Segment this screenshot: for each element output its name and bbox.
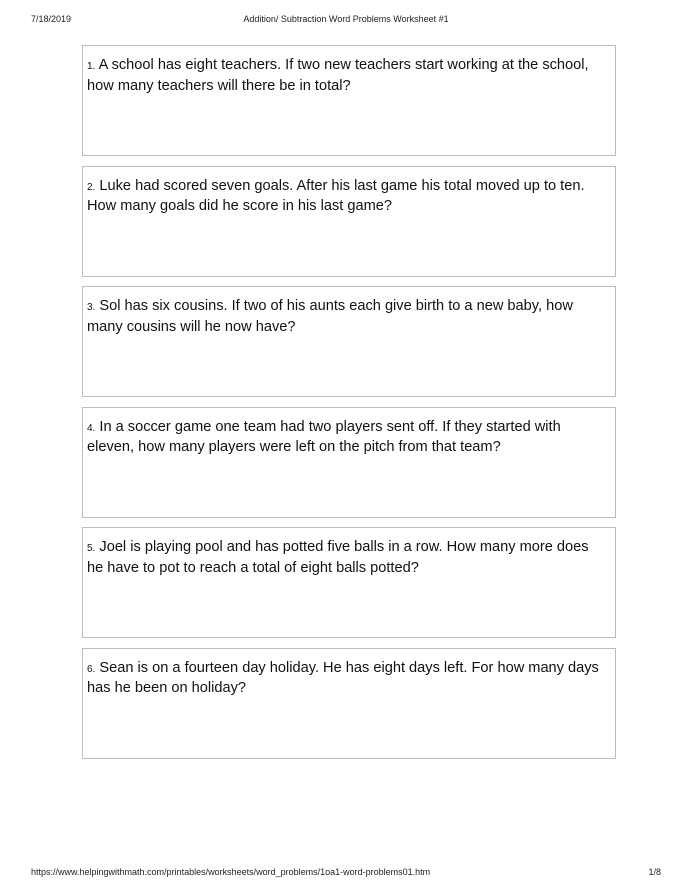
- page-title: Addition/ Subtraction Word Problems Worksheet #1: [243, 14, 449, 24]
- problem-text: Joel is playing pool and has potted five balls in a row. How many more does he have to pot to reach a total of eight balls potted?: [87, 539, 589, 576]
- problem-list: [82, 45, 616, 768]
- problem-box-4: [82, 407, 616, 518]
- page-number: 1/8: [648, 867, 661, 877]
- problem-number: 5.: [87, 543, 96, 554]
- problem-number: 2.: [87, 181, 96, 193]
- problem-box-2: [82, 166, 616, 277]
- problem-number: 1.: [87, 61, 96, 72]
- problem-text: Luke had scored seven goals. After his last game his total moved up to ten. How many goals did he score in his last game?: [87, 177, 585, 214]
- header-date: 7/18/2019: [31, 14, 72, 24]
- problem-number: 6.: [87, 663, 96, 675]
- problem-box-1: [82, 45, 616, 156]
- problem-number: 3.: [87, 302, 96, 313]
- footer-url: https://www.helpingwithmath.com/printables/worksheets/word_problems/1oa1-word-problems01.htm: [31, 867, 431, 877]
- problem-number: 4.: [87, 422, 96, 434]
- problem-text: In a soccer game one team had two players sent off. If they started with eleven, how many players were left on the pitch from that team?: [87, 418, 561, 455]
- problem-text: Sean is on a fourteen day holiday. He has eight days left. For how many days has he been on holiday?: [87, 659, 599, 696]
- problem-box-5: [82, 527, 616, 638]
- problem-text: A school has eight teachers. If two new teachers start working at the school, how many teachers will there be in total?: [87, 57, 589, 94]
- problem-box-3: [82, 286, 616, 397]
- problem-box-6: [82, 648, 616, 759]
- problem-text: Sol has six cousins. If two of his aunts each give birth to a new baby, how many cousins will he now have?: [87, 298, 573, 335]
